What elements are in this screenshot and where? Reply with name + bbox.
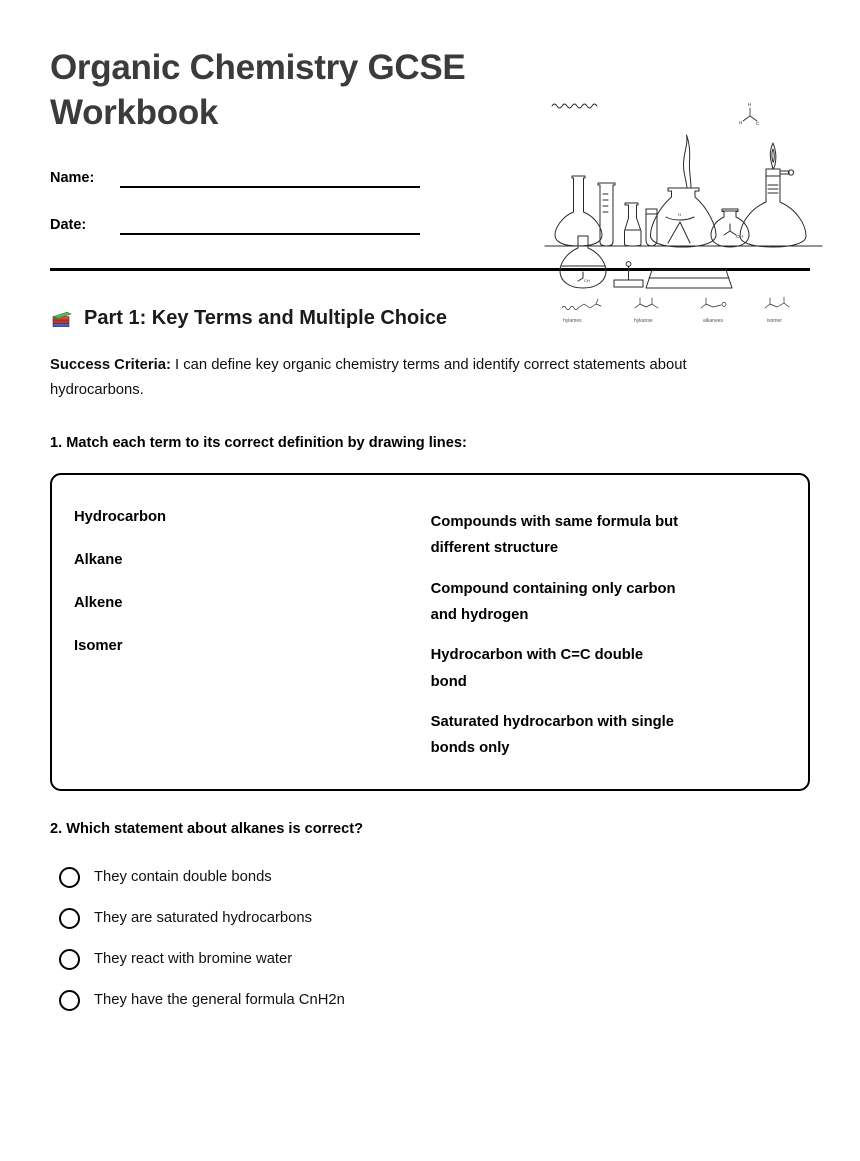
match-definition[interactable]: Saturated hydrocarbon with single bonds only [430,713,674,757]
radio-button-icon[interactable] [59,908,80,929]
burner-flask [740,143,806,247]
date-field-row [50,209,520,235]
option-label: They have the general formula CnH2n [94,991,345,1008]
worksheet-content [0,306,860,1011]
lab-stand [614,262,643,287]
student-fields [50,162,520,235]
match-definition[interactable]: Compound containing only carbon and hydrogen [430,580,676,623]
svg-text:H: H [748,102,752,107]
svg-text:OH: OH [736,234,743,239]
option-label: They contain double bonds [94,868,272,885]
option-label: They react with bromine water [94,950,293,967]
page-title: Organic Chemistry GCSE Workbook [50,48,466,132]
radio-button-icon[interactable] [59,990,80,1011]
svg-text:H: H [739,120,743,125]
question-2-options [50,867,810,1011]
front-round-flask [560,236,606,288]
name-label: Name: [50,170,95,187]
hotplate-block [646,270,732,288]
hydrocarbon-squiggle-icon [552,104,597,108]
success-criteria [50,353,750,404]
option-row[interactable] [50,908,810,929]
molecule-sketch-icon [739,102,760,126]
svg-text:hylames: hylames [563,318,582,324]
date-input-line[interactable] [120,233,420,235]
match-term[interactable]: Hydrocarbon [74,508,167,525]
option-row[interactable] [50,867,810,888]
books-icon [50,306,74,330]
name-input-line[interactable] [120,186,420,188]
question-1-prompt: 1. Match each term to its correct definition by drawing lines: [50,434,467,451]
match-definition[interactable]: Hydrocarbon with C=C double bond [430,647,644,690]
svg-text:isomer: isomer [767,318,783,324]
name-field-row [50,162,520,188]
graduated-cylinder [598,183,615,246]
radio-button-icon[interactable] [59,949,80,970]
part1-heading-text: Part 1: Key Terms and Multiple Choice [84,306,448,329]
match-definition[interactable]: Compounds with same formula but different structure [430,513,679,557]
matching-terms-column [74,509,409,789]
success-criteria-label: Success Criteria: [50,357,171,373]
matching-definitions-column [409,509,786,789]
option-row[interactable] [50,990,810,1011]
conical-bottle [625,203,642,246]
svg-text:CH: CH [584,278,590,283]
svg-text:hykanse: hykanse [634,318,653,324]
svg-text:C: C [756,121,760,126]
option-label: They are saturated hydrocarbons [94,909,312,926]
erlenmeyer-flask-with-flame [650,135,716,247]
svg-text:H: H [678,212,681,217]
match-term[interactable]: Isomer [74,637,123,654]
match-term[interactable]: Alkane [74,551,123,568]
date-label: Date: [50,217,87,234]
radio-button-icon[interactable] [59,867,80,888]
question-2-prompt: 2. Which statement about alkanes is correct? [50,820,364,837]
success-criteria-text: I can define key organic chemistry terms and identify correct statements about hydrocarbons. [50,357,687,399]
svg-text:alkanees: alkanees [703,318,724,324]
option-row[interactable] [50,949,810,970]
match-term[interactable]: Alkene [74,594,123,611]
molecule-row [562,297,789,324]
matching-exercise-box[interactable] [50,473,810,791]
chemistry-glassware-illustration [540,90,830,330]
